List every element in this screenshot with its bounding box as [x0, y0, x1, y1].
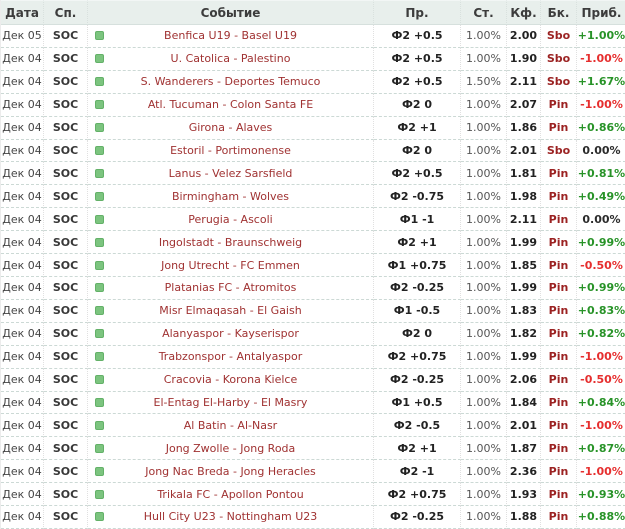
- event-link[interactable]: Perugia - Ascoli: [188, 212, 273, 226]
- pick-date: Дек 04: [1, 94, 44, 117]
- pick-date: Дек 04: [1, 392, 44, 415]
- pick-odds: 2.11: [507, 208, 541, 231]
- pick-stake: 1.00%: [461, 483, 507, 506]
- pick-event-cell: [88, 162, 374, 185]
- header-row: [1, 0, 625, 25]
- pick-sport: SOC: [44, 346, 88, 369]
- pick-date: Дек 04: [1, 117, 44, 140]
- pick-event-cell: [88, 254, 374, 277]
- pick-handicap: Ф1 -0.5: [374, 300, 461, 323]
- pick-odds: 2.07: [507, 94, 541, 117]
- pick-handicap: Ф2 0: [374, 94, 461, 117]
- pick-date: Дек 04: [1, 185, 44, 208]
- bookmaker-link[interactable]: Pin: [541, 94, 577, 117]
- pick-date: Дек 04: [1, 254, 44, 277]
- pick-row: [1, 414, 625, 437]
- pick-date: Дек 04: [1, 162, 44, 185]
- pick-sport: SOC: [44, 323, 88, 346]
- pick-profit: +1.00%: [577, 25, 625, 48]
- pick-stake: 1.00%: [461, 254, 507, 277]
- pick-event-cell: [88, 483, 374, 506]
- pick-sport: SOC: [44, 506, 88, 529]
- pick-profit: +0.93%: [577, 483, 625, 506]
- pick-date: Дек 04: [1, 437, 44, 460]
- pick-row: [1, 208, 625, 231]
- pick-handicap: Ф2 +0.75: [374, 483, 461, 506]
- pick-date: Дек 04: [1, 414, 44, 437]
- pick-stake: 1.00%: [461, 117, 507, 140]
- bookmaker-link[interactable]: Pin: [541, 506, 577, 529]
- pick-odds: 1.98: [507, 185, 541, 208]
- event-link[interactable]: U. Catolica - Palestino: [170, 52, 291, 66]
- pick-row: [1, 300, 625, 323]
- event-link[interactable]: Trikala FC - Apollon Pontou: [157, 487, 304, 501]
- pick-stake: 1.00%: [461, 506, 507, 529]
- pick-date: Дек 04: [1, 369, 44, 392]
- green-square-pick-icon: [95, 169, 104, 178]
- pick-sport: SOC: [44, 185, 88, 208]
- bookmaker-link[interactable]: Pin: [541, 346, 577, 369]
- pick-odds: 1.99: [507, 346, 541, 369]
- pick-odds: 1.87: [507, 437, 541, 460]
- event-link[interactable]: Platanias FC - Atromitos: [164, 281, 297, 295]
- pick-date: Дек 05: [1, 25, 44, 48]
- event-link[interactable]: Birmingham - Wolves: [171, 189, 290, 203]
- bookmaker-link[interactable]: Sbo: [541, 71, 577, 94]
- pick-event-cell: [88, 231, 374, 254]
- event-link[interactable]: Girona - Alaves: [188, 121, 273, 135]
- pick-date: Дек 04: [1, 506, 44, 529]
- pick-sport: SOC: [44, 437, 88, 460]
- pick-sport: SOC: [44, 94, 88, 117]
- event-link[interactable]: El-Entag El-Harby - El Masry: [153, 395, 308, 409]
- pick-stake: 1.00%: [461, 460, 507, 483]
- pick-row: [1, 48, 625, 71]
- bookmaker-link[interactable]: Pin: [541, 277, 577, 300]
- pick-profit: -1.00%: [577, 346, 625, 369]
- pick-handicap: Ф2 0: [374, 140, 461, 163]
- pick-profit: +0.88%: [577, 506, 625, 529]
- pick-date: Дек 04: [1, 48, 44, 71]
- column-header-stake: Ст.: [461, 0, 507, 25]
- green-square-pick-icon: [95, 261, 104, 270]
- event-link[interactable]: Benfica U19 - Basel U19: [164, 29, 297, 43]
- green-square-pick-icon: [95, 467, 104, 476]
- pick-odds: 1.99: [507, 277, 541, 300]
- pick-odds: 1.83: [507, 300, 541, 323]
- pick-sport: SOC: [44, 231, 88, 254]
- pick-sport: SOC: [44, 25, 88, 48]
- pick-sport: SOC: [44, 162, 88, 185]
- bookmaker-link[interactable]: Sbo: [541, 48, 577, 71]
- green-square-pick-icon: [95, 398, 104, 407]
- pick-handicap: Ф2 +0.5: [374, 162, 461, 185]
- pick-sport: SOC: [44, 277, 88, 300]
- pick-odds: 2.36: [507, 460, 541, 483]
- pick-event-cell: [88, 208, 374, 231]
- pick-profit: +0.99%: [577, 231, 625, 254]
- bookmaker-link[interactable]: Pin: [541, 162, 577, 185]
- pick-row: [1, 346, 625, 369]
- column-header-event: Событие: [88, 0, 374, 25]
- pick-event-cell: [88, 323, 374, 346]
- pick-handicap: Ф2 +0.5: [374, 25, 461, 48]
- bookmaker-link[interactable]: Sbo: [541, 140, 577, 163]
- pick-event-cell: [88, 140, 374, 163]
- pick-profit: 0.00%: [577, 208, 625, 231]
- bookmaker-link[interactable]: Pin: [541, 117, 577, 140]
- pick-date: Дек 04: [1, 231, 44, 254]
- green-square-pick-icon: [95, 421, 104, 430]
- bookmaker-link[interactable]: Pin: [541, 300, 577, 323]
- event-link[interactable]: Ingolstadt - Braunschweig: [158, 235, 303, 249]
- pick-date: Дек 04: [1, 300, 44, 323]
- pick-stake: 1.00%: [461, 185, 507, 208]
- pick-odds: 1.93: [507, 483, 541, 506]
- pick-row: [1, 277, 625, 300]
- pick-handicap: Ф1 -1: [374, 208, 461, 231]
- pick-profit: +0.49%: [577, 185, 625, 208]
- pick-stake: 1.00%: [461, 369, 507, 392]
- column-header-profit: Приб.: [577, 0, 625, 25]
- event-link[interactable]: S. Wanderers - Deportes Temuco: [140, 75, 321, 89]
- green-square-pick-icon: [95, 306, 104, 315]
- table-header: [1, 0, 625, 25]
- pick-event-cell: [88, 25, 374, 48]
- column-header-sport: Сп.: [44, 0, 88, 25]
- pick-handicap: Ф1 +0.75: [374, 254, 461, 277]
- pick-handicap: Ф2 -0.5: [374, 414, 461, 437]
- green-square-pick-icon: [95, 375, 104, 384]
- pick-sport: SOC: [44, 414, 88, 437]
- pick-odds: 1.81: [507, 162, 541, 185]
- bookmaker-link[interactable]: Pin: [541, 460, 577, 483]
- pick-row: [1, 369, 625, 392]
- green-square-pick-icon: [95, 512, 104, 521]
- pick-date: Дек 04: [1, 483, 44, 506]
- pick-profit: -1.00%: [577, 94, 625, 117]
- pick-stake: 1.00%: [461, 208, 507, 231]
- table-body: [1, 25, 625, 529]
- pick-row: [1, 25, 625, 48]
- bookmaker-link[interactable]: Pin: [541, 323, 577, 346]
- pick-sport: SOC: [44, 254, 88, 277]
- pick-stake: 1.00%: [461, 25, 507, 48]
- pick-profit: -1.00%: [577, 460, 625, 483]
- event-link[interactable]: Lanus - Velez Sarsfield: [168, 166, 293, 180]
- pick-handicap: Ф2 +1: [374, 437, 461, 460]
- pick-row: [1, 71, 625, 94]
- pick-odds: 1.90: [507, 48, 541, 71]
- column-header-pick: Пр.: [374, 0, 461, 25]
- pick-profit: -1.00%: [577, 48, 625, 71]
- pick-row: [1, 254, 625, 277]
- bookmaker-link[interactable]: Pin: [541, 254, 577, 277]
- pick-odds: 2.11: [507, 71, 541, 94]
- pick-handicap: Ф2 +1: [374, 117, 461, 140]
- pick-handicap: Ф2 -0.25: [374, 277, 461, 300]
- pick-event-cell: [88, 346, 374, 369]
- pick-handicap: Ф2 +1: [374, 231, 461, 254]
- pick-row: [1, 162, 625, 185]
- pick-handicap: Ф2 +0.75: [374, 346, 461, 369]
- pick-profit: -0.50%: [577, 369, 625, 392]
- pick-odds: 1.84: [507, 392, 541, 415]
- pick-row: [1, 483, 625, 506]
- pick-odds: 1.88: [507, 506, 541, 529]
- green-square-pick-icon: [95, 444, 104, 453]
- green-square-pick-icon: [95, 238, 104, 247]
- bookmaker-link[interactable]: Pin: [541, 483, 577, 506]
- pick-profit: +0.81%: [577, 162, 625, 185]
- event-link[interactable]: Al Batin - Al-Nasr: [183, 418, 278, 432]
- pick-handicap: Ф2 -0.75: [374, 185, 461, 208]
- pick-stake: 1.00%: [461, 94, 507, 117]
- pick-odds: 1.82: [507, 323, 541, 346]
- pick-event-cell: [88, 369, 374, 392]
- pick-stake: 1.00%: [461, 140, 507, 163]
- pick-date: Дек 04: [1, 346, 44, 369]
- pick-odds: 1.85: [507, 254, 541, 277]
- green-square-pick-icon: [95, 146, 104, 155]
- green-square-pick-icon: [95, 123, 104, 132]
- pick-row: [1, 140, 625, 163]
- pick-handicap: Ф2 +0.5: [374, 71, 461, 94]
- pick-handicap: Ф2 0: [374, 323, 461, 346]
- pick-profit: +0.99%: [577, 277, 625, 300]
- pick-date: Дек 04: [1, 208, 44, 231]
- pick-sport: SOC: [44, 48, 88, 71]
- pick-event-cell: [88, 506, 374, 529]
- pick-profit: +0.83%: [577, 300, 625, 323]
- pick-sport: SOC: [44, 483, 88, 506]
- pick-row: [1, 323, 625, 346]
- pick-profit: +0.87%: [577, 437, 625, 460]
- pick-row: [1, 117, 625, 140]
- pick-handicap: Ф2 -0.25: [374, 506, 461, 529]
- pick-handicap: Ф1 +0.5: [374, 392, 461, 415]
- green-square-pick-icon: [95, 100, 104, 109]
- pick-date: Дек 04: [1, 277, 44, 300]
- pick-sport: SOC: [44, 369, 88, 392]
- pick-event-cell: [88, 300, 374, 323]
- pick-profit: 0.00%: [577, 140, 625, 163]
- green-square-pick-icon: [95, 54, 104, 63]
- pick-odds: 2.00: [507, 25, 541, 48]
- pick-handicap: Ф2 +0.5: [374, 48, 461, 71]
- pick-row: [1, 94, 625, 117]
- event-link[interactable]: Cracovia - Korona Kielce: [163, 373, 298, 387]
- pick-sport: SOC: [44, 460, 88, 483]
- bookmaker-link[interactable]: Sbo: [541, 25, 577, 48]
- pick-row: [1, 437, 625, 460]
- pick-stake: 1.50%: [461, 71, 507, 94]
- pick-odds: 2.06: [507, 369, 541, 392]
- pick-sport: SOC: [44, 140, 88, 163]
- pick-event-cell: [88, 414, 374, 437]
- green-square-pick-icon: [95, 215, 104, 224]
- pick-sport: SOC: [44, 208, 88, 231]
- green-square-pick-icon: [95, 283, 104, 292]
- pick-odds: 1.99: [507, 231, 541, 254]
- pick-odds: 2.01: [507, 140, 541, 163]
- pick-stake: 1.00%: [461, 300, 507, 323]
- pick-stake: 1.00%: [461, 392, 507, 415]
- pick-date: Дек 04: [1, 140, 44, 163]
- pick-event-cell: [88, 437, 374, 460]
- green-square-pick-icon: [95, 490, 104, 499]
- event-link[interactable]: Jong Nac Breda - Jong Heracles: [145, 464, 316, 478]
- event-link[interactable]: Alanyaspor - Kayserispor: [162, 327, 299, 341]
- pick-profit: -0.50%: [577, 254, 625, 277]
- pick-stake: 1.00%: [461, 162, 507, 185]
- pick-sport: SOC: [44, 300, 88, 323]
- pick-event-cell: [88, 71, 374, 94]
- pick-handicap: Ф2 -1: [374, 460, 461, 483]
- pick-profit: +0.84%: [577, 392, 625, 415]
- pick-stake: 1.00%: [461, 437, 507, 460]
- green-square-pick-icon: [95, 77, 104, 86]
- pick-row: [1, 185, 625, 208]
- picks-table: [1, 0, 625, 529]
- pick-row: [1, 231, 625, 254]
- pick-sport: SOC: [44, 71, 88, 94]
- bookmaker-link[interactable]: Pin: [541, 392, 577, 415]
- pick-stake: 1.00%: [461, 277, 507, 300]
- bookmaker-link[interactable]: Pin: [541, 369, 577, 392]
- pick-date: Дек 04: [1, 460, 44, 483]
- pick-stake: 1.00%: [461, 231, 507, 254]
- event-link[interactable]: Jong Utrecht - FC Emmen: [161, 258, 300, 272]
- pick-event-cell: [88, 460, 374, 483]
- column-header-bookmaker: Бк.: [541, 0, 577, 25]
- event-link[interactable]: Jong Zwolle - Jong Roda: [165, 441, 296, 455]
- pick-profit: -1.00%: [577, 414, 625, 437]
- pick-stake: 1.00%: [461, 346, 507, 369]
- pick-sport: SOC: [44, 392, 88, 415]
- pick-event-cell: [88, 392, 374, 415]
- bookmaker-link[interactable]: Pin: [541, 231, 577, 254]
- pick-odds: 2.01: [507, 414, 541, 437]
- pick-row: [1, 460, 625, 483]
- pick-stake: 1.00%: [461, 323, 507, 346]
- pick-stake: 1.00%: [461, 48, 507, 71]
- column-header-odds: Кф.: [507, 0, 541, 25]
- pick-row: [1, 392, 625, 415]
- event-link[interactable]: Misr Elmaqasah - El Gaish: [159, 304, 302, 318]
- pick-date: Дек 04: [1, 323, 44, 346]
- event-link[interactable]: Trabzonspor - Antalyaspor: [158, 350, 303, 364]
- event-link[interactable]: Estoril - Portimonense: [170, 143, 291, 157]
- pick-date: Дек 04: [1, 71, 44, 94]
- pick-event-cell: [88, 117, 374, 140]
- green-square-pick-icon: [95, 352, 104, 361]
- green-square-pick-icon: [95, 31, 104, 40]
- bookmaker-link[interactable]: Pin: [541, 185, 577, 208]
- column-header-date: Дата: [1, 0, 44, 25]
- pick-profit: +1.67%: [577, 71, 625, 94]
- green-square-pick-icon: [95, 192, 104, 201]
- bookmaker-link[interactable]: Pin: [541, 208, 577, 231]
- pick-row: [1, 506, 625, 529]
- pick-profit: +0.82%: [577, 323, 625, 346]
- pick-event-cell: [88, 185, 374, 208]
- pick-sport: SOC: [44, 117, 88, 140]
- bookmaker-link[interactable]: Pin: [541, 414, 577, 437]
- pick-event-cell: [88, 277, 374, 300]
- green-square-pick-icon: [95, 329, 104, 338]
- pick-event-cell: [88, 94, 374, 117]
- pick-odds: 1.86: [507, 117, 541, 140]
- bookmaker-link[interactable]: Pin: [541, 437, 577, 460]
- pick-handicap: Ф2 -0.25: [374, 369, 461, 392]
- event-link[interactable]: Atl. Tucuman - Colon Santa FE: [147, 98, 314, 112]
- pick-event-cell: [88, 48, 374, 71]
- pick-stake: 1.00%: [461, 414, 507, 437]
- pick-profit: +0.86%: [577, 117, 625, 140]
- event-link[interactable]: Hull City U23 - Nottingham U23: [143, 510, 318, 524]
